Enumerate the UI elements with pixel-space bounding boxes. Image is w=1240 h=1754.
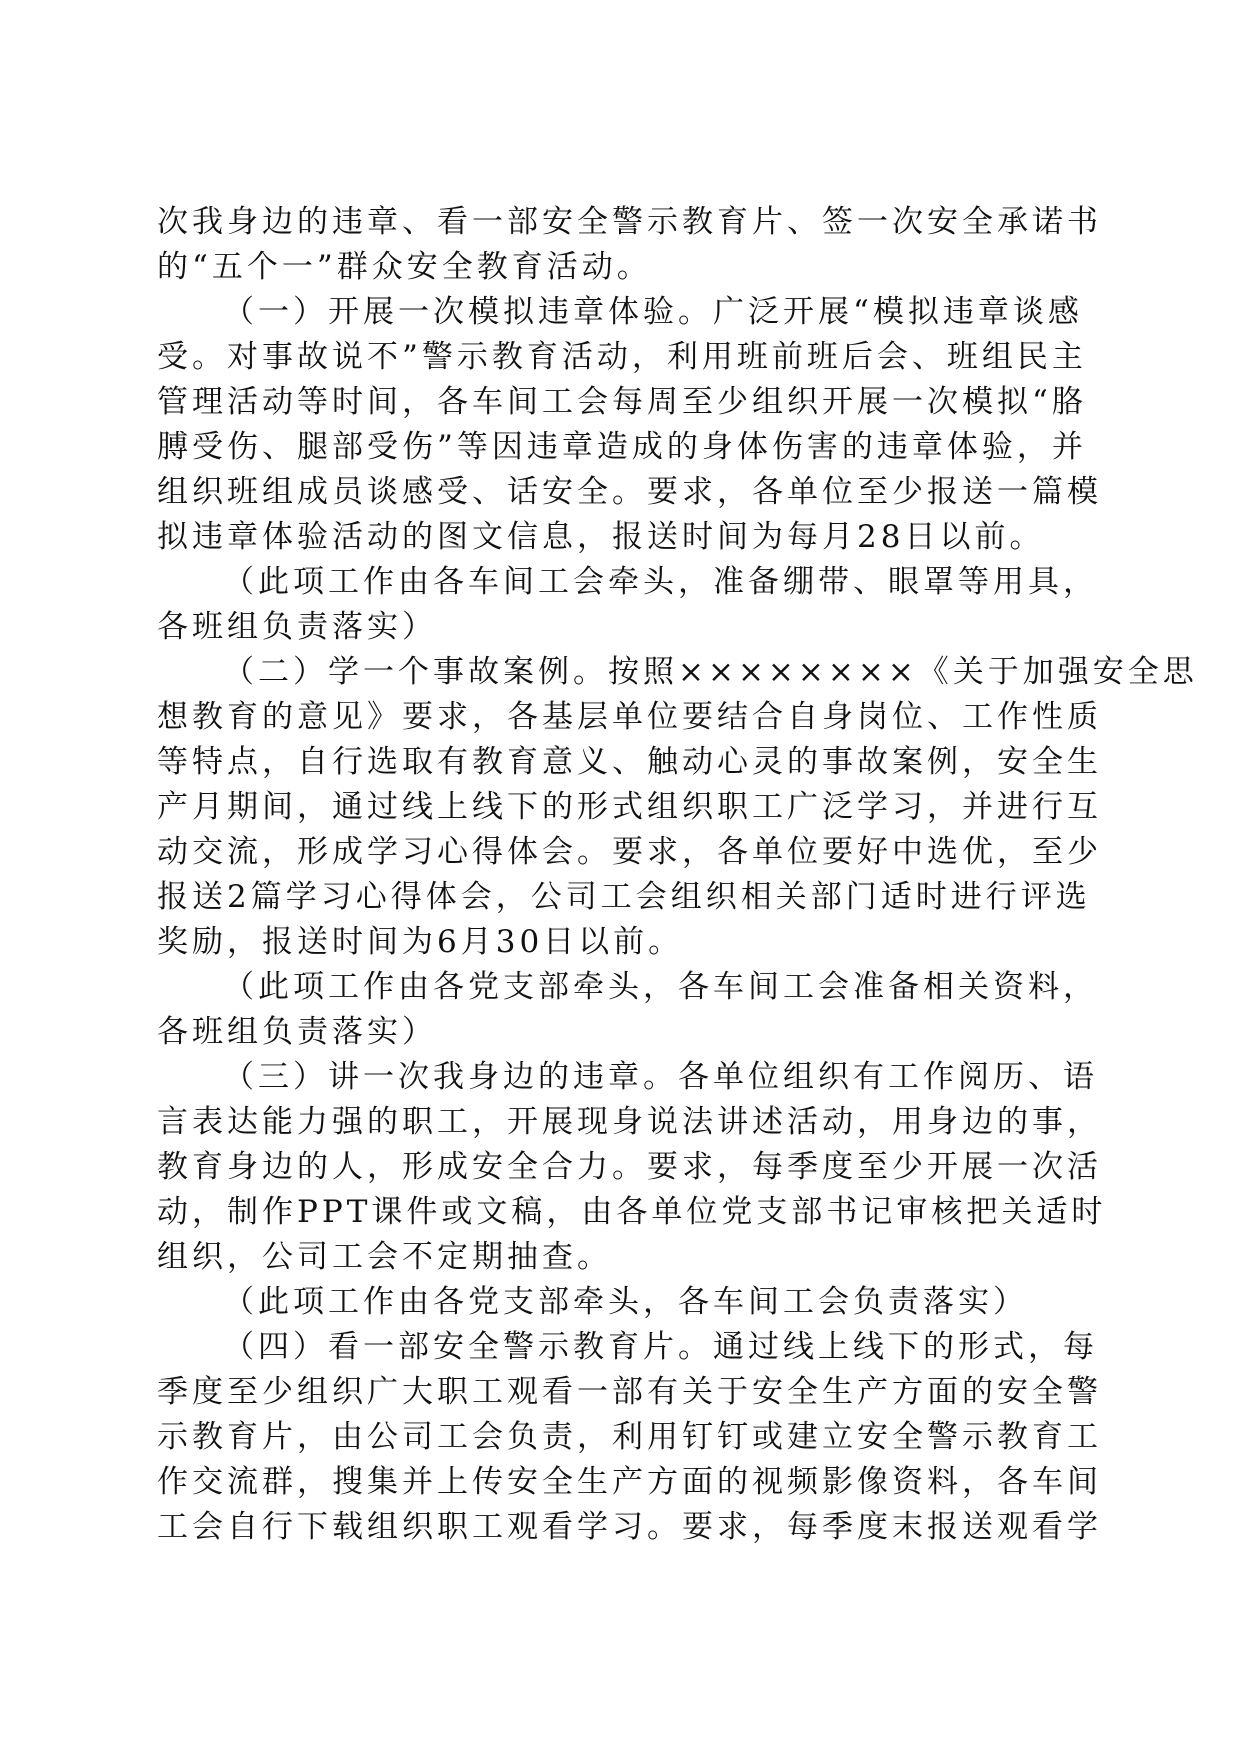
text-line: （此项工作由各党支部牵头，各车间工会负责落实） — [223, 1284, 1028, 1320]
text-line: 作交流群，搜集并上传安全生产方面的视频影像资料，各车间 — [157, 1464, 1102, 1500]
text-line: 各班组负责落实） — [157, 1014, 437, 1050]
text-line: 的“五个一”群众安全教育活动。 — [157, 249, 652, 285]
text-line: 工会自行下载组织职工观看学习。要求，每季度末报送观看学 — [157, 1509, 1102, 1545]
text-line: 管理活动等时间，各车间工会每周至少组织开展一次模拟“胳 — [157, 384, 1087, 420]
text-line: 动交流，形成学习心得体会。要求，各单位要好中选优，至少 — [157, 834, 1102, 870]
text-line: 教育身边的人，形成安全合力。要求，每季度至少开展一次活 — [157, 1149, 1102, 1185]
text-line: 产月期间，通过线上线下的形式组织职工广泛学习，并进行互 — [157, 789, 1102, 825]
text-line: 奖励，报送时间为6月30日以前。 — [157, 924, 684, 960]
text-line: 季度至少组织广大职工观看一部有关于安全生产方面的安全警 — [157, 1374, 1102, 1410]
text-line: 各班组负责落实） — [157, 609, 437, 645]
text-line: （此项工作由各车间工会牵头，准备绷带、眼罩等用具， — [223, 564, 1098, 600]
text-line: （此项工作由各党支部牵头，各车间工会准备相关资料， — [223, 969, 1098, 1005]
text-line: 组织，公司工会不定期抽查。 — [157, 1239, 612, 1275]
text-line: 等特点，自行选取有教育意义、触动心灵的事故案例，安全生 — [157, 744, 1102, 780]
document-body — [157, 200, 1198, 1550]
text-line: （一）开展一次模拟违章体验。广泛开展“模拟违章谈感 — [223, 294, 1083, 330]
text-line: 组织班组成员谈感受、话安全。要求，各单位至少报送一篇模 — [157, 474, 1102, 510]
text-line: 次我身边的违章、看一部安全警示教育片、签一次安全承诺书 — [157, 204, 1102, 240]
text-line: 示教育片，由公司工会负责，利用钉钉或建立安全警示教育工 — [157, 1419, 1102, 1455]
text-line: （三）讲一次我身边的违章。各单位组织有工作阅历、语 — [223, 1059, 1098, 1095]
text-line: 受。对事故说不”警示教育活动，利用班前班后会、班组民主 — [157, 339, 1087, 375]
text-line: （二）学一个事故案例。按照××××××××《关于加强安全思 — [223, 654, 1198, 690]
text-line: 报送2篇学习心得体会，公司工会组织相关部门适时进行评选 — [157, 879, 1091, 915]
text-line: 膊受伤、腿部受伤”等因违章造成的身体伤害的违章体验，并 — [157, 429, 1087, 465]
text-line: 动，制作PPT课件或文稿，由各单位党支部书记审核把关适时 — [157, 1194, 1107, 1230]
text-line: 拟违章体验活动的图文信息，报送时间为每月28日以前。 — [157, 519, 1045, 555]
text-line: 想教育的意见》要求，各基层单位要结合自身岗位、工作性质 — [157, 699, 1102, 735]
text-line: 言表达能力强的职工，开展现身说法讲述活动，用身边的事， — [157, 1104, 1102, 1140]
text-line: （四）看一部安全警示教育片。通过线上线下的形式，每 — [223, 1329, 1098, 1365]
